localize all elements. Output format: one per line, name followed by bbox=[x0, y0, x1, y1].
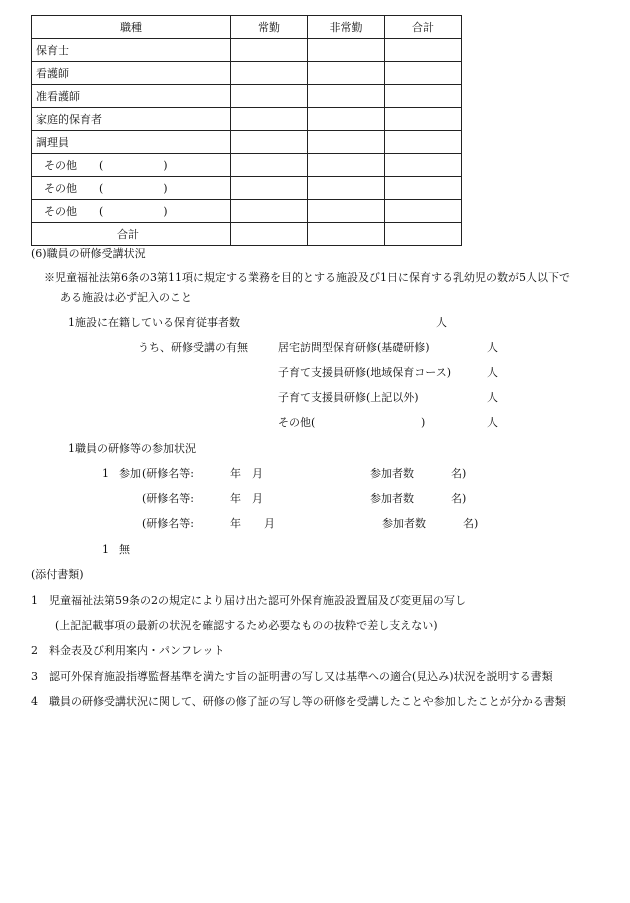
participants-label: 参加者数 bbox=[370, 492, 414, 505]
attachment-text: 料金表及び利用案内・パンフレット bbox=[49, 644, 225, 657]
training-item: 子育て支援員研修(上記以外) bbox=[278, 391, 419, 404]
persons-close: 名) bbox=[451, 467, 467, 480]
table-row bbox=[32, 85, 462, 108]
none-number: 1 bbox=[102, 543, 109, 556]
year-label: 年 bbox=[230, 467, 241, 480]
header-job-type: 職種 bbox=[32, 16, 231, 39]
staff-count-label: 1施設に在籍している保育従事者数 bbox=[68, 316, 240, 329]
attachment-text: 認可外保育施設指導監督基準を満たす旨の証明書の写し又は基準への適合(見込み)状況を説明する書類 bbox=[49, 670, 553, 683]
cell-full-time[interactable] bbox=[231, 223, 308, 246]
other-label: その他 bbox=[44, 205, 77, 218]
cell-full-time[interactable] bbox=[231, 200, 308, 223]
table-row-other bbox=[32, 200, 462, 223]
cell-full-time[interactable] bbox=[231, 85, 308, 108]
paren-close: ) bbox=[163, 158, 168, 172]
cell-total[interactable] bbox=[385, 131, 462, 154]
header-part-time: 非常勤 bbox=[308, 16, 385, 39]
month-label: 月 bbox=[252, 467, 263, 480]
attachment-text: 児童福祉法第59条の2の規定により届け出た認可外保育施設設置届及び変更届の写し bbox=[49, 594, 466, 607]
row-label-other[interactable] bbox=[32, 154, 231, 177]
attachment-number: 4 bbox=[31, 695, 38, 708]
training-item: 居宅訪問型保育研修(基礎研修) bbox=[278, 341, 430, 354]
persons-close: 名) bbox=[451, 492, 467, 505]
other-training-close: ) bbox=[421, 416, 426, 429]
cell-total[interactable] bbox=[385, 62, 462, 85]
cell-total[interactable] bbox=[385, 108, 462, 131]
attachment-number: 1 bbox=[31, 594, 38, 607]
cell-full-time[interactable] bbox=[231, 177, 308, 200]
table-row bbox=[32, 39, 462, 62]
paren-close: ) bbox=[163, 204, 168, 218]
table-row-other bbox=[32, 154, 462, 177]
row-label: 調理員 bbox=[32, 131, 231, 154]
cell-full-time[interactable] bbox=[231, 154, 308, 177]
training-name-open: (研修名等: bbox=[142, 492, 194, 505]
cell-full-time[interactable] bbox=[231, 108, 308, 131]
cell-total[interactable] bbox=[385, 85, 462, 108]
section-title: (6)職員の研修受講状況 bbox=[31, 247, 146, 260]
cell-part-time[interactable] bbox=[308, 108, 385, 131]
training-item: 子育て支援員研修(地域保育コース) bbox=[278, 366, 452, 379]
attachments-title: (添付書類) bbox=[31, 568, 84, 581]
attachment-note: (上記記載事項の最新の状況を確認するため必要なものの抜粋で差し支えない) bbox=[55, 619, 438, 632]
total-label: 合計 bbox=[32, 223, 231, 246]
training-of-which: うち、研修受講の有無 bbox=[138, 341, 248, 354]
training-unit: 人 bbox=[487, 366, 498, 379]
participants-label: 参加者数 bbox=[370, 467, 414, 480]
table-row bbox=[32, 131, 462, 154]
staff-count-unit: 人 bbox=[436, 316, 447, 329]
row-label: 家庭的保育者 bbox=[32, 108, 231, 131]
other-label: その他 bbox=[44, 182, 77, 195]
participation-yes: 参加 bbox=[119, 467, 141, 480]
paren-close: ) bbox=[163, 181, 168, 195]
table-row-total bbox=[32, 223, 462, 246]
cell-total[interactable] bbox=[385, 177, 462, 200]
table-row-other bbox=[32, 177, 462, 200]
cell-full-time[interactable] bbox=[231, 62, 308, 85]
table-row bbox=[32, 62, 462, 85]
cell-part-time[interactable] bbox=[308, 154, 385, 177]
row-label: 看護師 bbox=[32, 62, 231, 85]
attachment-text: 職員の研修受講状況に関して、研修の修了証の写し等の研修を受講したことや参加したことが分かる書類 bbox=[49, 695, 566, 708]
participation-number: 1 bbox=[102, 467, 109, 480]
training-name-open: (研修名等: bbox=[142, 517, 194, 530]
cell-part-time[interactable] bbox=[308, 131, 385, 154]
cell-part-time[interactable] bbox=[308, 39, 385, 62]
month-label: 月 bbox=[252, 492, 263, 505]
cell-part-time[interactable] bbox=[308, 200, 385, 223]
note-line-1: ※児童福祉法第6条の3第11項に規定する業務を目的とする施設及び1日に保育する乳幼児の数が5人以下で bbox=[44, 271, 570, 284]
cell-part-time[interactable] bbox=[308, 85, 385, 108]
cell-total[interactable] bbox=[385, 223, 462, 246]
cell-part-time[interactable] bbox=[308, 177, 385, 200]
month-label: 月 bbox=[264, 517, 275, 530]
table-row bbox=[32, 108, 462, 131]
participation-label: 1職員の研修等の参加状況 bbox=[68, 442, 196, 455]
other-training-open: その他( bbox=[278, 416, 316, 429]
row-label: 保育士 bbox=[32, 39, 231, 62]
table-header-row bbox=[32, 16, 462, 39]
training-unit: 人 bbox=[487, 391, 498, 404]
cell-total[interactable] bbox=[385, 200, 462, 223]
staff-table bbox=[31, 15, 462, 246]
paren-open: ( bbox=[99, 181, 104, 195]
header-total: 合計 bbox=[385, 16, 462, 39]
participants-label: 参加者数 bbox=[382, 517, 426, 530]
year-label: 年 bbox=[230, 517, 241, 530]
cell-part-time[interactable] bbox=[308, 223, 385, 246]
row-label: 准看護師 bbox=[32, 85, 231, 108]
training-unit: 人 bbox=[487, 416, 498, 429]
attachment-number: 2 bbox=[31, 644, 38, 657]
year-label: 年 bbox=[230, 492, 241, 505]
row-label-other[interactable] bbox=[32, 177, 231, 200]
cell-full-time[interactable] bbox=[231, 39, 308, 62]
training-unit: 人 bbox=[487, 341, 498, 354]
cell-total[interactable] bbox=[385, 39, 462, 62]
persons-close: 名) bbox=[463, 517, 479, 530]
cell-part-time[interactable] bbox=[308, 62, 385, 85]
cell-total[interactable] bbox=[385, 154, 462, 177]
attachment-number: 3 bbox=[31, 670, 38, 683]
row-label-other[interactable] bbox=[32, 200, 231, 223]
none-label: 無 bbox=[119, 543, 130, 556]
note-line-2: ある施設は必ず記入のこと bbox=[60, 291, 192, 304]
header-full-time: 常勤 bbox=[231, 16, 308, 39]
paren-open: ( bbox=[99, 204, 104, 218]
other-label: その他 bbox=[44, 159, 77, 172]
training-name-open: (研修名等: bbox=[142, 467, 194, 480]
cell-full-time[interactable] bbox=[231, 131, 308, 154]
paren-open: ( bbox=[99, 158, 104, 172]
